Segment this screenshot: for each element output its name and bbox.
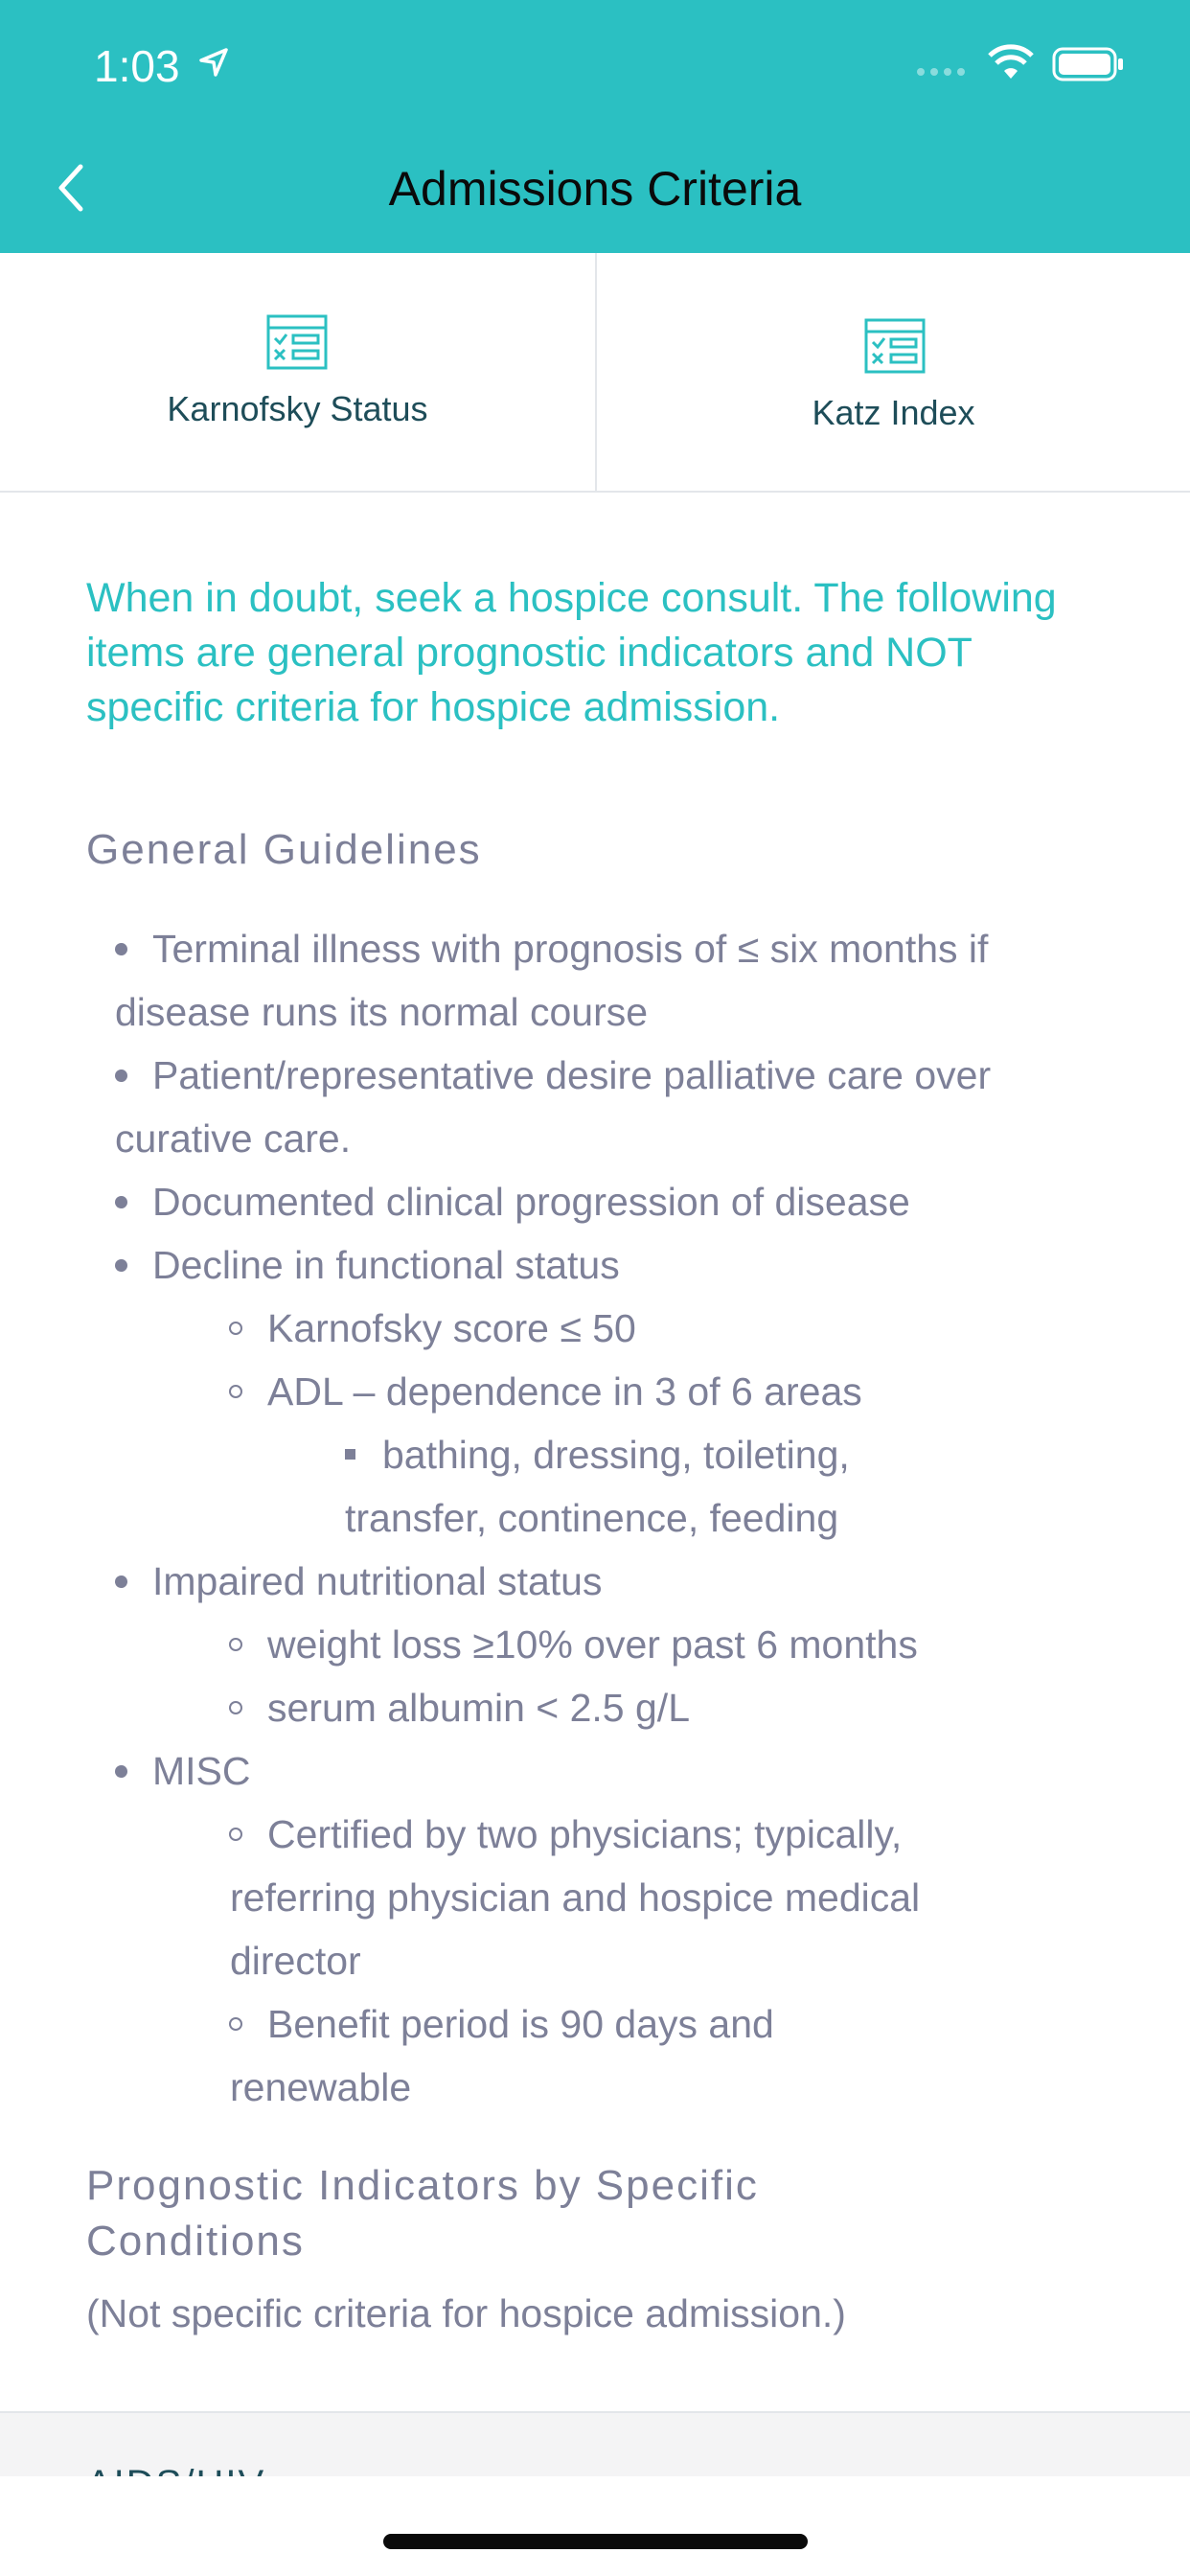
- list-item: Documented clinical progression of disease: [152, 1180, 910, 1224]
- list-item-continued: disease runs its normal course: [115, 990, 649, 1034]
- sub-bullet-icon: [229, 1701, 242, 1714]
- sub-sub-list-item: bathing, dressing, toileting,: [382, 1433, 850, 1477]
- sub-list-item: Certified by two physicians; typically,: [267, 1812, 903, 1856]
- sub-sub-list-item-continued: transfer, continence, feeding: [345, 1496, 839, 1540]
- sub-list-item-continued: director: [230, 1939, 361, 1983]
- sub-list-item: serum albumin < 2.5 g/L: [267, 1686, 690, 1730]
- sub-bullet-icon: [229, 1322, 242, 1335]
- sub-bullet-icon: [229, 1385, 242, 1398]
- checklist-icon: [864, 318, 926, 374]
- tab-label: Karnofsky Status: [167, 389, 428, 428]
- sub-list-item-continued: referring physician and hospice medical: [230, 1875, 921, 1920]
- home-indicator[interactable]: [383, 2534, 808, 2549]
- sub-sub-bullet-icon: [345, 1449, 355, 1460]
- tab-katz-index[interactable]: [595, 253, 1190, 491]
- status-time: 1:03: [94, 41, 180, 91]
- sub-list-item-continued: renewable: [230, 2065, 412, 2109]
- location-arrow-icon: [197, 46, 230, 79]
- section-heading-general: General Guidelines: [86, 826, 482, 873]
- sub-list-item: weight loss ≥10% over past 6 months: [267, 1622, 918, 1667]
- tab-bar: [0, 253, 1190, 493]
- bottom-safe-area: [0, 2476, 1190, 2576]
- sub-list-item: Benefit period is 90 days and: [267, 2002, 774, 2046]
- cellular-signal-icon: [916, 65, 970, 79]
- sub-bullet-icon: [229, 2017, 242, 2031]
- sub-list-item: ADL – dependence in 3 of 6 areas: [267, 1369, 862, 1414]
- tab-label: Katz Index: [812, 393, 975, 432]
- bullet-icon: [115, 1196, 127, 1208]
- bullet-icon: [115, 1070, 127, 1082]
- list-item: Patient/representative desire palliative care over: [152, 1053, 992, 1097]
- bullet-icon: [115, 943, 127, 955]
- sub-list-item: Karnofsky score ≤ 50: [267, 1306, 636, 1350]
- list-item: Decline in functional status: [152, 1243, 620, 1287]
- section-heading-prognostic: Prognostic Indicators by Specific Conditions: [86, 2162, 759, 2265]
- sub-bullet-icon: [229, 1638, 242, 1651]
- tab-karnofsky-status[interactable]: [0, 253, 595, 491]
- battery-icon: [1052, 46, 1125, 82]
- section-note: (Not specific criteria for hospice admission.): [86, 2291, 846, 2335]
- wifi-icon: [987, 44, 1035, 80]
- list-item: Impaired nutritional status: [152, 1559, 603, 1603]
- bullet-icon: [115, 1765, 127, 1778]
- bullet-icon: [115, 1259, 127, 1272]
- list-item: Terminal illness with prognosis of ≤ six months if: [152, 927, 989, 971]
- page-title: Admissions Criteria: [388, 162, 802, 216]
- checklist-icon: [266, 314, 328, 370]
- list-item-continued: curative care.: [115, 1116, 352, 1161]
- app-header: [0, 0, 1190, 253]
- intro-text: When in doubt, seek a hospice consult. The following items are general prognostic indicators and NOT specific criteria for hospice admission.: [86, 575, 1057, 730]
- list-item: MISC: [152, 1749, 251, 1793]
- sub-bullet-icon: [229, 1828, 242, 1841]
- bullet-icon: [115, 1576, 127, 1588]
